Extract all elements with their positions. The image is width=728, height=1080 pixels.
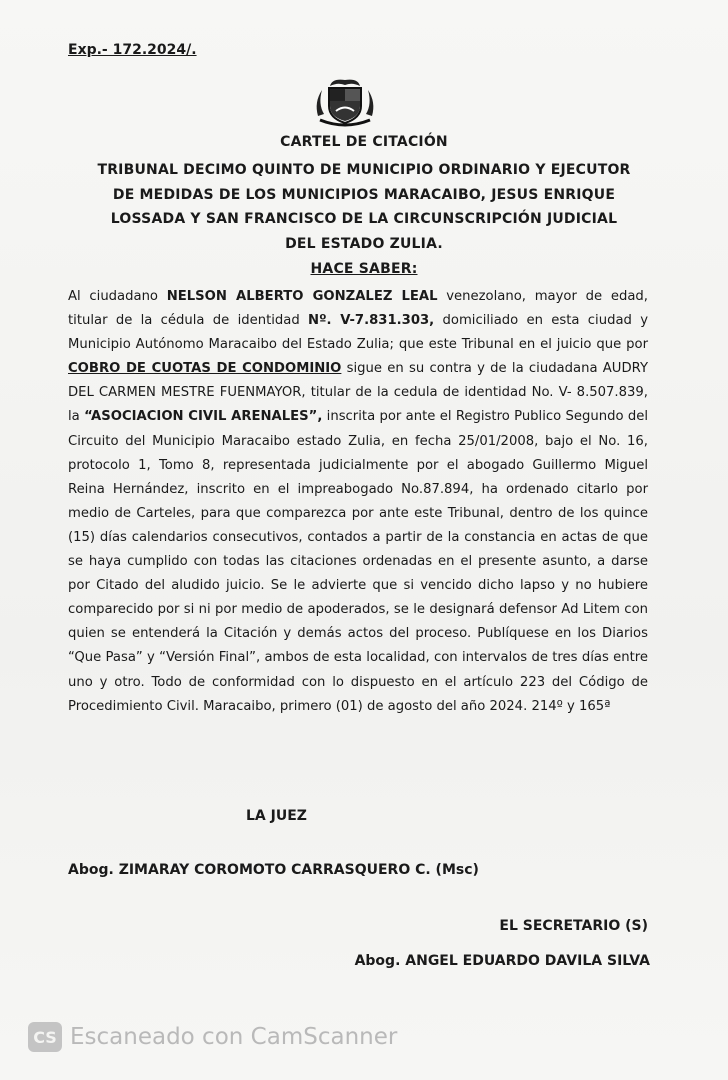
court-line-1: TRIBUNAL DECIMO QUINTO DE MUNICIPIO ORDINARIO Y EJECUTOR	[97, 162, 631, 178]
court-line-2: DE MEDIDAS DE LOS MUNICIPIOS MARACAIBO, JESUS ENRIQUE	[112, 187, 616, 203]
expediente-number: Exp.- 172.2024/.	[68, 42, 197, 58]
body-text-segment: sigue en su contra y de la ciudadana AUDRY DEL CARMEN MESTRE FUENMAYOR, titular de la cedula de identidad No. V- 8.507.839, la	[68, 361, 648, 425]
judge-name: Abog. ZIMARAY COROMOTO CARRASQUERO C. (Msc)	[68, 862, 479, 878]
court-line-4: DEL ESTADO ZULIA.	[285, 236, 443, 252]
secretary-title: EL SECRETARIO (S)	[499, 918, 648, 934]
body-text-segment: Al ciudadano	[68, 289, 167, 304]
defendant-name: NELSON ALBERTO GONZALEZ LEAL	[166, 289, 438, 304]
court-line-3: LOSSADA Y SAN FRANCISCO DE LA CIRCUNSCRIPCIÓN JUDICIAL	[110, 211, 618, 227]
case-matter: COBRO DE CUOTAS DE CONDOMINIO	[68, 361, 342, 377]
body-text-segment: venezolano, mayor de edad, titular de la cédula de identidad	[68, 289, 648, 329]
camscanner-watermark	[28, 1022, 397, 1052]
hace-saber-heading: HACE SABER:	[310, 261, 418, 277]
body-text-segment: inscrita por ante el Registro Publico Segundo del Circuito del Municipio Maracaibo estado Zulia, en fecha 25/01/2008, bajo el No. 16, protocolo 1, Tomo 8, representada judicialmente por el abogado Guillermo Miguel Reina Hernández, inscrito en el impreabogado No.87.894, ha ordenado citarlo por medio de Carteles, para que comparezca por ante este Tribunal, dentro de los quince (15) días calendarios consecutivos, contados a partir de la constancia en actas de que se haya cumplido con todas las citaciones ordenadas en el presente asunto, a darse por Citado del aludido juicio. Se le advierte que si vencido dicho lapso y no hubiere comparecido por si ni por medio de apoderados, se le designará defensor Ad Litem con quien se entenderá la Citación y demás actos del proceso. Publíquese en los Diarios “Que Pasa” y “Versión Final”, ambos de esta localidad, con intervalos de tres días entre uno y otro. Todo de conformidad con lo dispuesto en el artículo 223 del Código de Procedimiento Civil. Maracaibo, primero (01) de agosto del año 2024. 214º y 165ª	[68, 409, 649, 714]
body-text-segment: domiciliado en esta ciudad y Municipio Autónomo Maracaibo del Estado Zulia; que este Tribunal en el juicio que por	[68, 313, 649, 353]
camscanner-text: Escaneado con CamScanner	[70, 1024, 398, 1050]
citation-body	[68, 285, 648, 719]
document-title: CARTEL DE CITACIÓN	[280, 134, 448, 150]
coat-of-arms-emblem	[312, 76, 378, 128]
defendant-id: Nº. V-7.831.303,	[308, 313, 435, 329]
camscanner-logo-icon: CS	[28, 1022, 62, 1052]
secretary-name: Abog. ANGEL EDUARDO DAVILA SILVA	[354, 953, 650, 969]
plaintiff-association: “ASOCIACION CIVIL ARENALES”,	[84, 409, 323, 425]
judge-title: LA JUEZ	[246, 808, 307, 824]
